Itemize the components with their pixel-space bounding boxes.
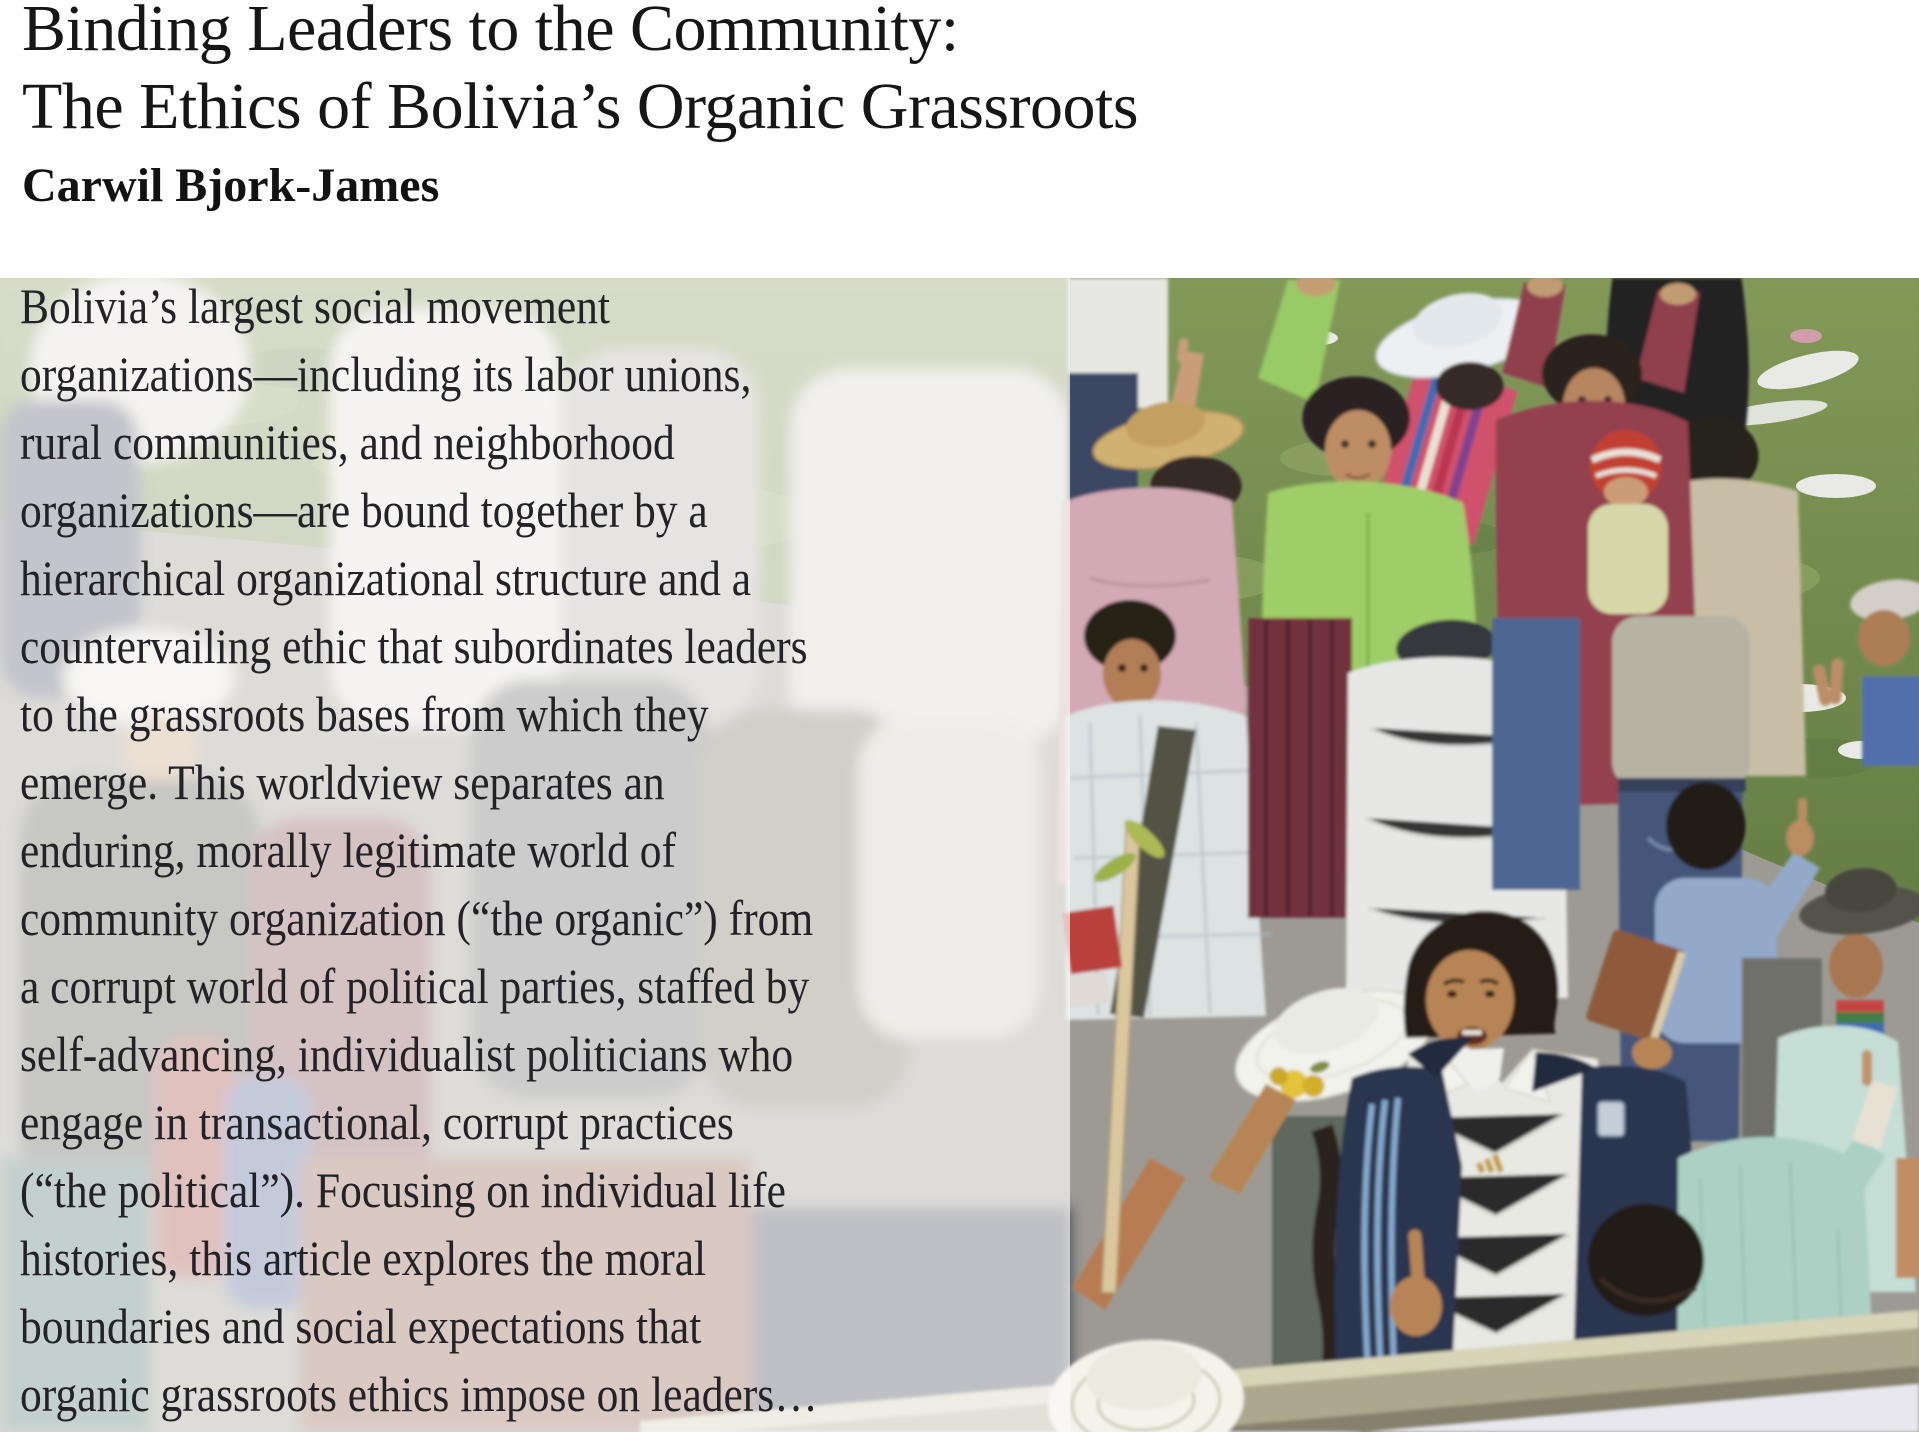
title-line-2: The Ethics of Bolivia’s Organic Grassroots xyxy=(22,70,1139,143)
header xyxy=(0,0,1919,278)
abstract-line: boundaries and social expectations that xyxy=(20,1298,702,1354)
abstract-line: organizations—including its labor unions, xyxy=(20,346,752,402)
abstract-line: histories, this article explores the moral xyxy=(20,1230,707,1286)
abstract-line: hierarchical organizational structure and a xyxy=(20,550,752,606)
page-title xyxy=(22,0,1138,146)
author-name: Carwil Bjork-James xyxy=(22,159,440,212)
abstract-line: rural communities, and neighborhood xyxy=(20,414,675,470)
abstract-line: organizations—are bound together by a xyxy=(20,482,708,538)
abstract-line: enduring, morally legitimate world of xyxy=(20,822,676,878)
abstract-line: a corrupt world of political parties, staffed by xyxy=(20,958,810,1014)
abstract-line: engage in transactional, corrupt practices xyxy=(20,1094,734,1150)
abstract-line: to the grassroots bases from which they xyxy=(20,686,709,742)
abstract-line: (“the political”). Focusing on individual life xyxy=(20,1162,786,1218)
title-line-1: Binding Leaders to the Community: xyxy=(22,0,959,65)
abstract-line: countervailing ethic that subordinates leaders xyxy=(20,618,808,674)
abstract-line: emerge. This worldview separates an xyxy=(20,754,665,810)
abstract-line: Bolivia’s largest social movement xyxy=(20,278,610,334)
abstract-line: community organization (“the organic”) from xyxy=(20,890,814,946)
abstract-text xyxy=(20,272,1080,1428)
abstract-line: self-advancing, individualist politicians who xyxy=(20,1026,794,1082)
abstract-line: organic grassroots ethics impose on leaders… xyxy=(20,1366,818,1422)
